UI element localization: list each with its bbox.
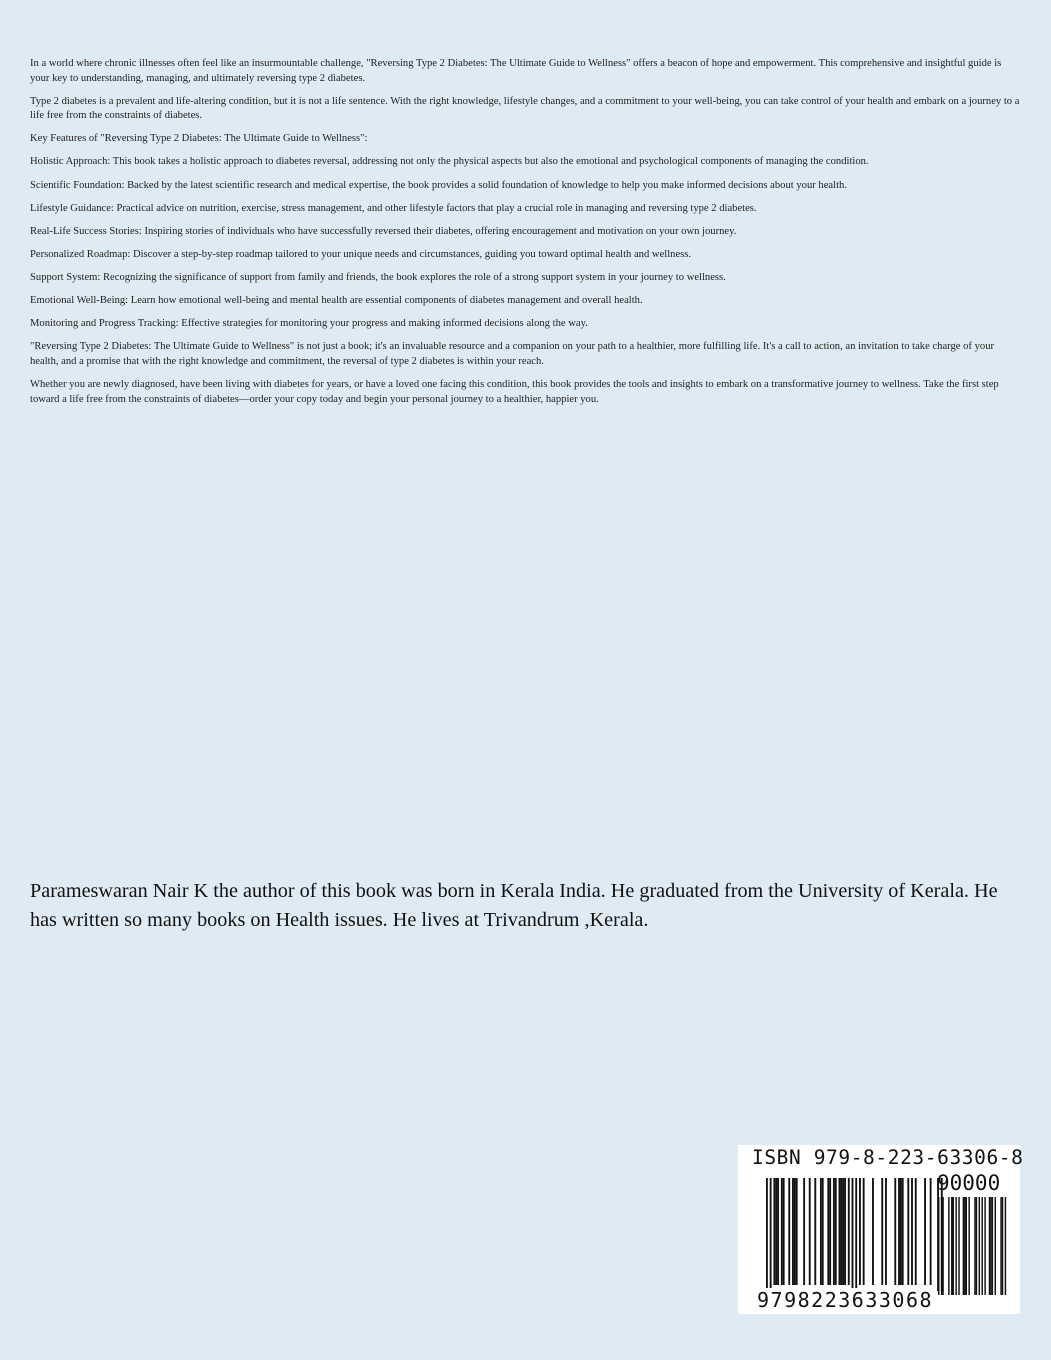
barcode-bar: [827, 1178, 829, 1285]
barcode-bar: [820, 1178, 822, 1285]
barcode-bar: [833, 1178, 835, 1285]
addon-bar: [968, 1197, 969, 1295]
barcode-bar: [803, 1178, 805, 1285]
barcode-bar: [911, 1178, 913, 1285]
barcode-bar: [775, 1178, 777, 1285]
addon-bar: [963, 1197, 964, 1295]
barcode-bar: [902, 1178, 904, 1285]
addon-bar: [1005, 1197, 1006, 1295]
barcode-bar: [863, 1178, 865, 1285]
barcode-bar: [894, 1178, 896, 1285]
description-closing: Whether you are newly diagnosed, have been living with diabetes for years, or have a loved one facing this condition, this book provides the tools and insights to embark on a transformative journey to wellness. Take the first step toward a life free from the constraints of diabetes—order your copy today and begin your personal journey to a healthier, happier you.: [30, 378, 999, 405]
addon-bar: [953, 1197, 954, 1295]
barcode-bar: [881, 1178, 883, 1285]
author-bio: Parameswaran Nair K the author of this book was born in Kerala India. He graduated from the University of Kerala. He has written so many books on Health issues. He lives at Trivandrum ,Kerala.: [30, 880, 998, 931]
addon-bar: [966, 1197, 967, 1295]
barcode-bar: [915, 1178, 917, 1285]
ean-digits: 9798223633068: [757, 1288, 934, 1312]
barcode-bar: [766, 1178, 768, 1291]
addon-bar: [938, 1197, 939, 1295]
feature-emotional-well-being: Emotional Well-Being: Learn how emotional well-being and mental health are essential components of diabetes management and overall health.: [30, 295, 643, 307]
addon-bar: [1000, 1197, 1001, 1295]
feature-personalized-roadmap: Personalized Roadmap: Discover a step-by-step roadmap tailored to your unique needs and circumstances, guiding you toward optimal health and wellness.: [30, 248, 692, 260]
barcode-bar: [907, 1178, 909, 1285]
addon-bar: [995, 1197, 996, 1295]
addon-bar: [941, 1197, 942, 1295]
barcode-bar: [852, 1178, 854, 1291]
barcode-bar: [885, 1178, 887, 1285]
barcode-bar: [794, 1178, 796, 1285]
barcode-bar: [796, 1178, 798, 1285]
book-description: [30, 57, 1022, 416]
barcode-bar: [783, 1178, 785, 1285]
barcode-bar: [900, 1178, 902, 1285]
addon-bar: [989, 1197, 990, 1295]
addon-bar: [974, 1197, 975, 1295]
feature-scientific-foundation: Scientific Foundation: Backed by the latest scientific research and medical expertise, the book provides a solid foundation of knowledge to help you make informed decisions about your health.: [30, 179, 847, 191]
barcode-bar: [814, 1178, 816, 1285]
addon-bar: [976, 1197, 977, 1295]
addon-bar: [951, 1197, 952, 1295]
addon-bar: [979, 1197, 980, 1295]
addon-bar: [955, 1197, 956, 1295]
barcode-bar: [842, 1178, 844, 1285]
addon-bar: [948, 1197, 949, 1295]
addon-bar: [964, 1197, 965, 1295]
barcode-bar: [855, 1178, 857, 1291]
barcode-bar: [839, 1178, 841, 1285]
barcode-bar: [835, 1178, 837, 1285]
addon-bar: [942, 1197, 943, 1295]
barcode-bar: [809, 1178, 811, 1285]
addon-bar: [982, 1197, 983, 1295]
addon-bar: [984, 1197, 985, 1295]
barcode-bar: [848, 1178, 850, 1285]
description-paragraph: Type 2 diabetes is a prevalent and life-altering condition, but it is not a life sentence. With the right knowledge, lifestyle changes, and a commitment to your well-being, you can take control of your health and embark on a journey to a life free from the constraints of diabetes.: [30, 95, 1020, 122]
isbn-barcode: [738, 1145, 1024, 1314]
barcode-bar: [822, 1178, 824, 1285]
barcode-bar: [859, 1178, 861, 1285]
description-intro: In a world where chronic illnesses often feel like an insurmountable challenge, "Reversing Type 2 Diabetes: The Ultimate Guide to Wellness" offers a beacon of hope and empowerment. This comprehensive and insightful guide is your key to understanding, managing, and ultimately reversing type 2 diabetes.: [30, 58, 1002, 84]
key-features-heading: Key Features of "Reversing Type 2 Diabetes: The Ultimate Guide to Wellness":: [30, 133, 368, 145]
description-call-to-action: "Reversing Type 2 Diabetes: The Ultimate Guide to Wellness" is not just a book; it's an invaluable resource and a companion on your path to a healthier, more fulfilling life. It's a call to action, an invitation to take charge of your health, and a promise that with the right knowledge and commitment, the reversal of type 2 diabetes is within your reach.: [30, 341, 995, 367]
feature-holistic-approach: Holistic Approach: This book takes a holistic approach to diabetes reversal, addressing not only the physical aspects but also the emotional and psychological components of managing the condition.: [30, 156, 869, 168]
barcode-bar: [840, 1178, 842, 1285]
addon-bar: [990, 1197, 991, 1295]
barcode-bar: [792, 1178, 794, 1285]
barcode-bar: [770, 1178, 772, 1291]
addon-bar: [1002, 1197, 1003, 1295]
barcode-bar: [781, 1178, 783, 1285]
barcode-bar: [872, 1178, 874, 1285]
isbn-label: ISBN 979-8-223-63306-8: [752, 1146, 1024, 1169]
feature-success-stories: Real-Life Success Stories: Inspiring stories of individuals who have successfully reversed their diabetes, offering encouragement and motivation on your own journey.: [30, 225, 737, 237]
barcode-bar: [777, 1178, 779, 1285]
addon-bar: [992, 1197, 993, 1295]
barcode-bar: [788, 1178, 790, 1285]
barcode-bar: [829, 1178, 831, 1285]
feature-support-system: Support System: Recognizing the significance of support from family and friends, the book explores the role of a strong support system in your journey to wellness.: [30, 271, 726, 283]
barcode-bar: [930, 1178, 932, 1285]
feature-lifestyle-guidance: Lifestyle Guidance: Practical advice on nutrition, exercise, stress management, and other lifestyle factors that play a crucial role in managing and reversing type 2 diabetes.: [30, 202, 757, 214]
feature-progress-tracking: Monitoring and Progress Tracking: Effective strategies for monitoring your progress and making informed decisions along the way.: [30, 318, 588, 330]
barcode-bar: [924, 1178, 926, 1285]
barcode-bar: [773, 1178, 775, 1285]
addon-bar: [958, 1197, 959, 1295]
barcode-bar: [844, 1178, 846, 1285]
price-code: 90000: [937, 1171, 1001, 1195]
barcode-bar: [898, 1178, 900, 1285]
